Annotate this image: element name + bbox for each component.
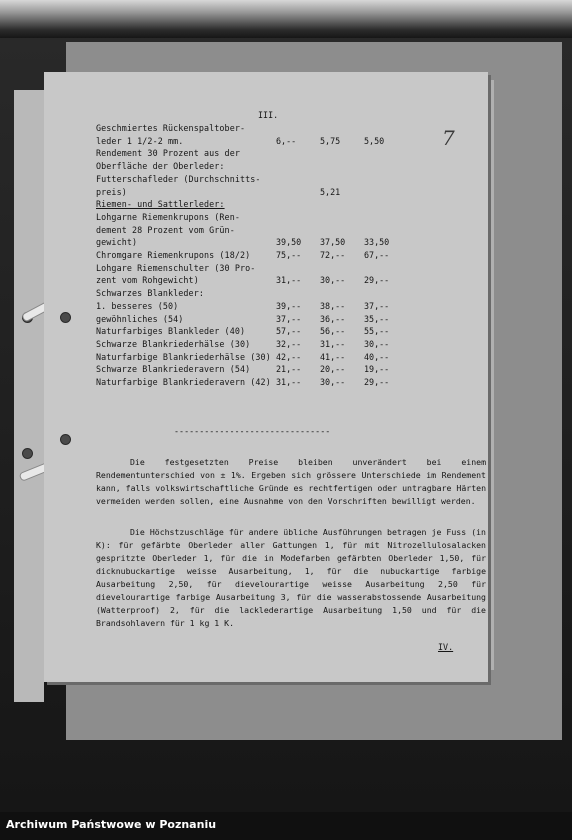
table-row-label: Rendement 30 Prozent aus der	[96, 148, 240, 159]
table-row-price: 36,--	[320, 313, 346, 324]
table-row-label: Lohgare Riemenschulter (30 Pro-	[96, 262, 256, 273]
table-row-price: 75,--	[276, 250, 302, 260]
table-row-price: 30,--	[320, 275, 346, 286]
table-row-price: 57,--	[276, 326, 302, 337]
table-row-label: Naturfarbige Blankriederavern (42)	[96, 377, 271, 387]
table-row-label: Geschmiertes Rückenspaltober-	[96, 123, 246, 133]
paragraph-surcharges: Die Höchstzuschläge für andere übliche Ausführungen betragen je Fuss (in K): für gefärbte Oberleder aller Gattungen 1, für mit Nitrozellulosalacken gespritzte Oberleder 1, für die in Modefarben gefärbten Oberleder 1,50, für dicknubuckartige weisse Ausarbeitung, 1, für die nubuckartige farbige Ausarbeitung 2,50, für dievelourartige weisse Ausarbeitung 2,50 für dievelourartige farbige Ausarbeitung 3, für die wasserabstossende Ausarbeitung (Watterproof) 2, für die lacklederartige Ausarbeitung 1,50 und für die Brandsohlavern für 1 kg 1 K.	[96, 527, 486, 628]
table-row-label: Schwarzes Blankleder:	[96, 288, 204, 299]
table-row-price: 39,--	[276, 300, 302, 311]
table-row-price: 5,21	[320, 186, 341, 197]
punch-hole	[22, 448, 33, 459]
table-row-price: 32,--	[276, 338, 302, 349]
table-row-price: 29,--	[364, 275, 390, 286]
table-row-price: 41,--	[320, 351, 346, 362]
table-row-label: dement 28 Prozent vom Grün-	[96, 224, 235, 235]
document-page	[44, 72, 488, 682]
page-number: III.	[258, 110, 279, 120]
table-row-label: Naturfarbiges Blankleder (40)	[96, 326, 246, 337]
handwritten-mark: 7	[442, 126, 455, 150]
table-row-price: 37,50	[320, 237, 346, 248]
punch-hole	[60, 312, 71, 323]
table-row-price: 55,--	[364, 326, 390, 337]
paragraph-rendement: Die festgesetzten Preise bleiben unverändert bei einem Rendementunterschied von ± 1%. Ergeben sich grössere Unterschiede im Rendement kann, falls volkswirtschaftliche Gründe es rechtfertigen oder untragbare Härten vermeiden werden sollen, eine Ausnahme von den Vorschriften bewilligt werden.	[96, 457, 486, 506]
archive-footer	[0, 812, 572, 840]
table-row-price: 19,--	[364, 364, 390, 375]
table-row-price: 30,--	[364, 338, 390, 349]
table-row-label: zent vom Rohgewicht)	[96, 275, 199, 286]
table-row-label: Schwarze Blankriederhälse (30)	[96, 338, 251, 349]
table-row-price: 5,75	[320, 135, 341, 146]
table-row-price: 40,--	[364, 351, 390, 362]
table-row-price: 5,50	[364, 135, 385, 146]
table-row-label: 1. besseres (50)	[96, 300, 179, 311]
table-row-price: 20,--	[320, 364, 346, 375]
table-row-label: gewöhnliches (54)	[96, 313, 184, 324]
punch-hole	[60, 434, 71, 445]
table-row-label: Naturfarbige Blankriederhälse (30)	[96, 351, 271, 362]
table-row-price: 56,--	[320, 326, 346, 337]
table-row-label: Chromgare Riemenkrupons (18/2)	[96, 250, 251, 260]
binding-strip	[14, 90, 44, 702]
table-row-label: Futterschafleder (Durchschnitts-	[96, 173, 261, 184]
table-row-price: 29,--	[364, 377, 390, 387]
divider-line: -------------------------------	[174, 426, 331, 436]
table-row-label: preis)	[96, 186, 127, 197]
table-row-price: 33,50	[364, 237, 390, 248]
table-row-price: 31,--	[320, 338, 346, 349]
table-row-label: Schwarze Blankriederavern (54)	[96, 364, 251, 375]
table-row-price: 31,--	[276, 275, 302, 286]
archive-name: Archiwum Państwowe w Poznaniu	[6, 818, 217, 831]
table-row-price: 42,--	[276, 351, 302, 362]
table-row-price: 38,--	[320, 300, 346, 311]
table-row-price: 31,--	[276, 377, 302, 387]
table-row-label: Riemen- und Sattlerleder:	[96, 199, 225, 210]
table-row-price: 6,--	[276, 135, 297, 146]
table-row-price: 35,--	[364, 313, 390, 324]
table-row-label: Oberfläche der Oberleder:	[96, 161, 225, 172]
scan-top-band	[0, 0, 572, 38]
next-page-marker: IV.	[438, 642, 454, 652]
table-row-label: leder 1 1/2-2 mm.	[96, 135, 184, 146]
table-row-price: 37,--	[364, 300, 390, 311]
table-row-label: Lohgarne Riemenkrupons (Ren-	[96, 211, 240, 222]
table-row-price: 67,--	[364, 250, 390, 260]
table-row-price: 39,50	[276, 237, 302, 248]
table-row-label: gewicht)	[96, 237, 138, 248]
table-row-price: 21,--	[276, 364, 302, 375]
table-row-price: 72,--	[320, 250, 346, 260]
table-row-price: 30,--	[320, 377, 346, 387]
table-row-price: 37,--	[276, 313, 302, 324]
